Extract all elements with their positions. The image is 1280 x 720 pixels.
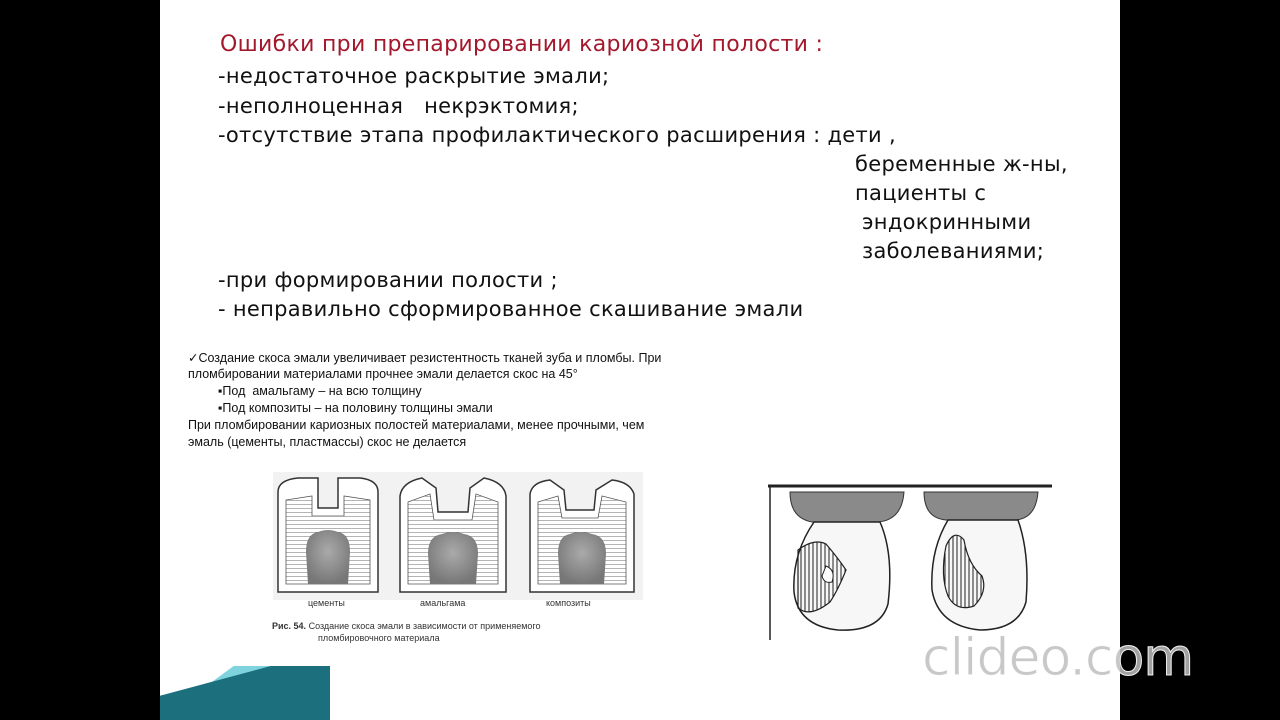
label-composites: композиты	[546, 598, 591, 608]
bullet-line: -недостаточное раскрытие эмали;	[218, 64, 610, 88]
watermark-logo: clideo.com	[922, 628, 1193, 688]
label-cements: цементы	[308, 598, 345, 608]
figure-text-line: ▪Под амальгаму – на всю толщину	[218, 384, 422, 398]
bullet-line: -неполноценная некрэктомия;	[218, 94, 579, 118]
figure-caption-text: Создание скоса эмали в зависимости от применяемого	[306, 621, 541, 631]
textbook-figure-image	[188, 342, 724, 666]
bullet-line: -отсутствие этапа профилактического расширения : дети ,	[218, 123, 896, 147]
bullet-line: эндокринными	[855, 210, 1032, 234]
figure-text-line: ✓Создание скоса эмали увеличивает резистентность тканей зуба и пломбы. При	[188, 351, 662, 365]
slide	[160, 0, 1120, 720]
figure-caption-number: Рис. 54.	[272, 621, 307, 631]
figure-text-line: ▪Под композиты – на половину толщины эмали	[218, 401, 493, 415]
figure-text-line: пломбировании материалами прочнее эмали делается скос на 45°	[188, 367, 578, 381]
carious-cavity-diagram	[768, 484, 1052, 644]
label-amalgam: амальгама	[420, 598, 466, 608]
figure-caption	[272, 621, 541, 631]
figure-caption-line2: пломбировочного материала	[318, 633, 440, 643]
bullet-line: пациенты с	[855, 181, 987, 205]
figure-text-line: эмаль (цементы, пластмассы) скос не делается	[188, 435, 467, 449]
figure-text-line: При пломбировании кариозных полостей материалами, менее прочными, чем	[188, 418, 645, 432]
slide-title: Ошибки при препарировании кариозной полости :	[220, 32, 824, 57]
bullet-line: беременные ж-ны,	[855, 152, 1068, 176]
bullet-line: -при формировании полости ;	[218, 268, 558, 292]
bullet-line: заболеваниями;	[855, 239, 1045, 263]
bullet-line: - неправильно сформированное скашивание эмали	[218, 297, 804, 321]
